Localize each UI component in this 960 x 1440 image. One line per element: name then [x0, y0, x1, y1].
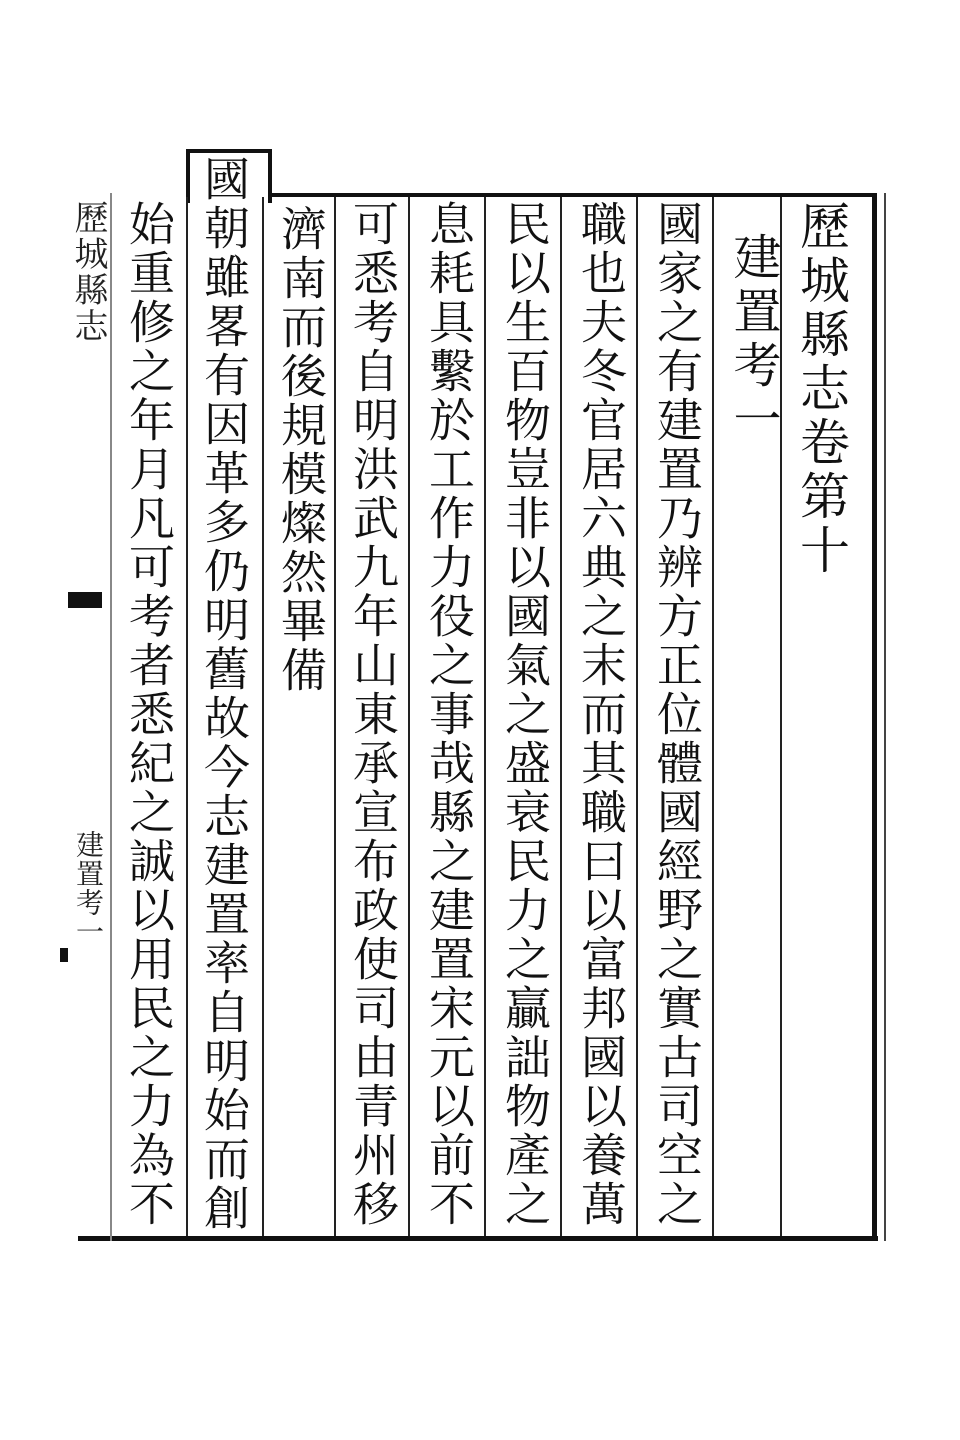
text-column: 可悉考自明洪武九年山東承宣布政使司由青州移	[346, 200, 400, 1229]
section-heading: 建置考一	[725, 232, 781, 448]
text-column: 國家之有建置乃辨方正位體國經野之實古司空之	[650, 200, 704, 1229]
column-divider	[712, 197, 714, 1236]
margin-section: 建置考一	[72, 830, 105, 946]
text-column: 職也夫冬官居六典之末而其職曰以富邦國以養萬	[574, 200, 628, 1229]
text-column: 息耗具繫於工作力役之事哉縣之建置宋元以前不	[422, 200, 476, 1229]
column-divider	[484, 197, 486, 1236]
frame-top-rule	[262, 193, 876, 197]
volume-title: 歷城縣志卷第十	[792, 200, 850, 578]
text-column: 民以生百物豈非以國氣之盛衰民力之贏詘物產之	[498, 200, 552, 1229]
column-divider	[560, 197, 562, 1236]
fishtail-mark	[68, 592, 102, 608]
frame-right-inner-rule	[884, 193, 886, 1241]
frame-left-rule	[110, 193, 112, 1241]
column-divider	[186, 197, 188, 1236]
text-column: 始重修之年月凡可考者悉紀之誠以用民之力為不	[122, 200, 176, 1229]
column-divider	[408, 197, 410, 1236]
column-divider	[636, 197, 638, 1236]
frame-right-rule	[872, 193, 877, 1241]
text-column: 濟南而後規模燦然畢備	[274, 205, 328, 695]
column-divider	[334, 197, 336, 1236]
margin-tick	[60, 948, 68, 962]
column-divider	[262, 197, 264, 1236]
margin-title: 歷城縣志	[68, 200, 108, 344]
text-column-honorific: 國朝雖畧有因革多仍明舊故今志建置率自明始而創	[197, 155, 251, 1233]
block-heart-margin	[64, 190, 108, 1236]
